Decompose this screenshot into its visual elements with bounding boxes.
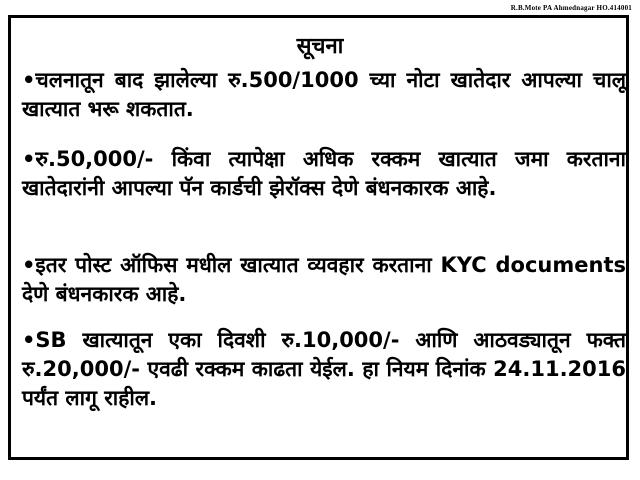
notice-title: सूचना: [296, 34, 344, 59]
notice-point-old-notes: •चलनातून बाद झालेल्या रु.500/1000 च्या नोटा खातेदार आपल्या चालू खात्यात भरू शकतात.: [22, 68, 626, 121]
notice-point-kyc: •इतर पोस्ट ऑफिस मधील खात्यात व्यवहार करताना KYC documents देणे बंधनकारक आहे.: [22, 253, 626, 306]
author-credit: R.B.Mote PA Ahmednagar HO.414001: [510, 4, 632, 12]
notice-point-pan-card: •रु.50,000/- किंवा त्यापेक्षा अधिक रक्कम खात्यात जमा करताना खातेदारांनी आपल्या पॅन कार्डची झेरॉक्स देणे बंधनकारक आहे.: [22, 147, 626, 200]
notice-point-withdrawal-limit: •SB खात्यातून एका दिवशी रु.10,000/- आणि आठवड्यातून फक्त रु.20,000/- एवढी रक्कम काढता येईल. हा नियम दिनांक 24.11.2016 पर्यंत लागू राहील.: [22, 328, 626, 410]
